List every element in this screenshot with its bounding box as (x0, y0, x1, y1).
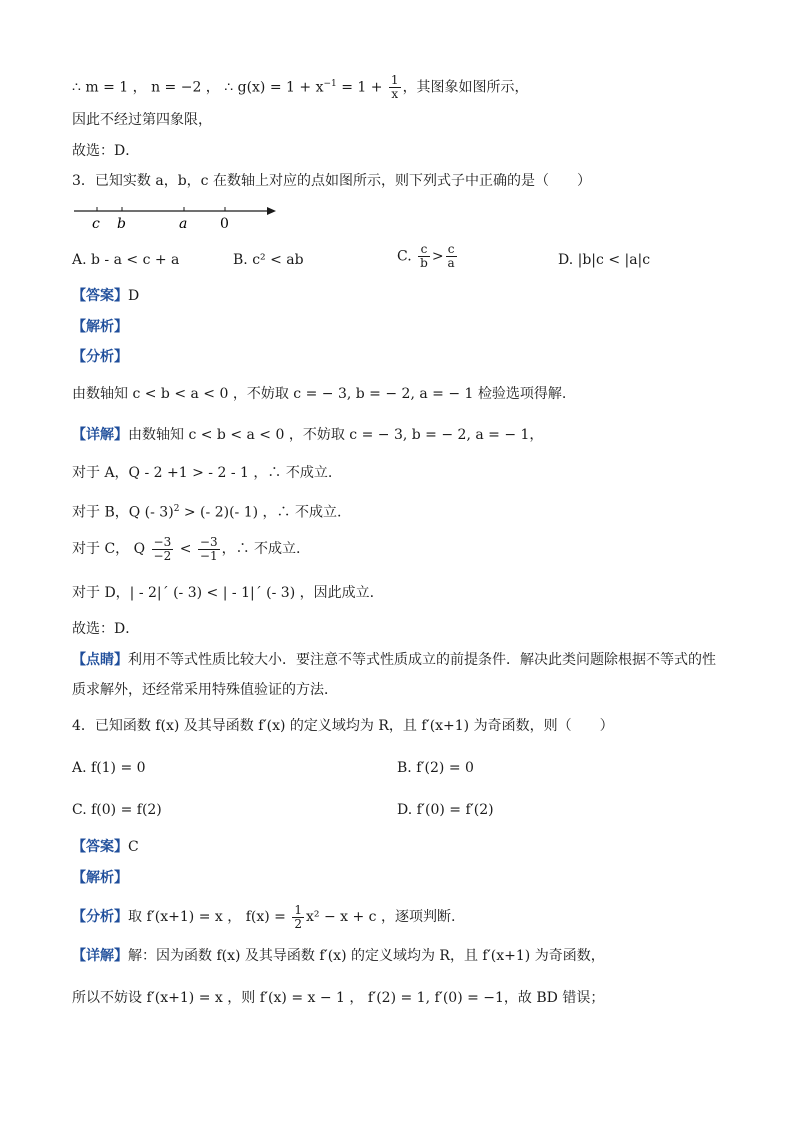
numerator: −3 (199, 534, 218, 549)
for-c (72, 534, 301, 564)
line-1 (72, 74, 529, 101)
answer-value: D (128, 288, 140, 304)
fraction (446, 243, 457, 270)
numerator: c (418, 243, 430, 257)
superscript: 2 (173, 504, 180, 514)
option-d: D. |b|c < |a|c (558, 252, 651, 268)
fenxi-3-text: 由数轴知 c < b < a < 0 ，不妨取 c = − 3, b = − 2, a = − 1 检验选项得解. (72, 386, 567, 402)
line-3: 故选：D． (72, 143, 140, 159)
fenxi-3: 【分析】 (72, 349, 128, 365)
jiexi-3: 【解析】 (72, 319, 128, 335)
fraction (418, 243, 430, 270)
denominator: 2 (294, 916, 302, 931)
q4-option-a: A. f(1) = 0 (72, 760, 146, 776)
detail-text: 由数轴知 c < b < a < 0 ，不妨取 c = − 3, b = − 2, a = − 1， (128, 427, 544, 443)
fraction (389, 74, 401, 101)
choose-3: 故选：D． (72, 621, 140, 637)
superscript: −1 (323, 79, 337, 89)
last-line: 所以不妨设 f′(x+1) = x ，则 f′(x) = x − 1 ， f′(2) = 1, f′(0) = −1，故 BD 错误； (72, 990, 605, 1006)
answer-tag: 【答案】 (72, 839, 128, 855)
detail-tag: 【详解】 (72, 948, 128, 964)
dianjing-2: 质求解外，还经常采用特殊值验证的方法． (72, 682, 338, 698)
option-c (397, 243, 459, 270)
label-b: b (117, 216, 126, 232)
q4-option-d: D. f′(0) = f′(2) (397, 802, 494, 818)
numerator: −3 (153, 534, 172, 549)
fraction (292, 904, 304, 931)
numerator: 1 (294, 902, 302, 917)
answer-4 (72, 837, 139, 857)
operator: > (431, 248, 444, 265)
text: = 1 + (336, 79, 383, 96)
numerator: c (446, 243, 457, 257)
jiexi-4: 【解析】 (72, 870, 128, 886)
for-d: 对于 D，| - 2|´ (- 3) < | - 1|´ (- 3) ，因此成立. (72, 585, 375, 601)
operator: < (175, 541, 196, 557)
analysis-tag: 【分析】 (72, 909, 128, 925)
text: x² − x + c ，逐项判断. (305, 909, 456, 925)
answer-3 (72, 286, 139, 306)
text: ，其图象如图所示， (402, 79, 529, 96)
text: 取 f′(x+1) = x ， f(x) = (128, 909, 286, 925)
xiangjie-3 (72, 425, 543, 445)
fenxi-4 (72, 902, 455, 932)
denominator: a (447, 256, 455, 270)
detail-text: 解：因为函数 f(x) 及其导函数 f′(x) 的定义域均为 R，且 f′(x+1) 为奇函数， (128, 948, 605, 964)
numerator: 1 (390, 73, 399, 88)
tip-text: 利用不等式性质比较大小．要注意不等式性质成立的前提条件．解决此类问题除根据不等式的性 (128, 652, 716, 668)
q4-option-c: C. f(0) = f(2) (72, 802, 162, 818)
for-b (72, 499, 341, 523)
tip-tag: 【点睛】 (72, 652, 128, 668)
option-b: B. c² < ab (233, 252, 304, 268)
label-c: c (92, 216, 100, 232)
text: > (- 2)(- 1) ，∴ 不成立. (179, 504, 342, 521)
denominator: −1 (199, 548, 218, 563)
text: ，∴ 不成立. (221, 541, 301, 557)
label-a: a (179, 216, 188, 232)
text: 对于 C， Q (72, 541, 146, 557)
xiangjie-4 (72, 946, 605, 966)
text: ∴ m = 1 ， n = −2 ， ∴ g(x) = 1 + x (72, 79, 324, 96)
fraction (198, 536, 220, 563)
fraction (152, 536, 174, 563)
option-a: A. b - a < c + a (72, 252, 180, 268)
for-a: 对于 A，Q - 2 +1 > - 2 - 1 ，∴ 不成立. (72, 465, 333, 481)
denominator: x (391, 87, 399, 102)
answer-tag: 【答案】 (72, 288, 128, 304)
q4-option-b: B. f′(2) = 0 (397, 760, 474, 776)
answer-value: C (128, 839, 139, 855)
question-4: 4．已知函数 f(x) 及其导函数 f′(x) 的定义域均为 R，且 f′(x+1) 为奇函数，则（ ） (72, 718, 614, 734)
line-2: 因此不经过第四象限， (72, 112, 212, 128)
detail-tag: 【详解】 (72, 427, 128, 443)
denominator: b (420, 256, 428, 270)
label-zero: 0 (220, 216, 229, 232)
dianjing (72, 650, 716, 670)
option-label: C. (397, 248, 412, 265)
number-line (72, 200, 282, 234)
question-3: 3．已知实数 a，b，c 在数轴上对应的点如图所示，则下列式子中正确的是（ ） (72, 173, 591, 189)
denominator: −2 (153, 548, 172, 563)
text: 对于 B，Q (- 3) (72, 504, 174, 521)
